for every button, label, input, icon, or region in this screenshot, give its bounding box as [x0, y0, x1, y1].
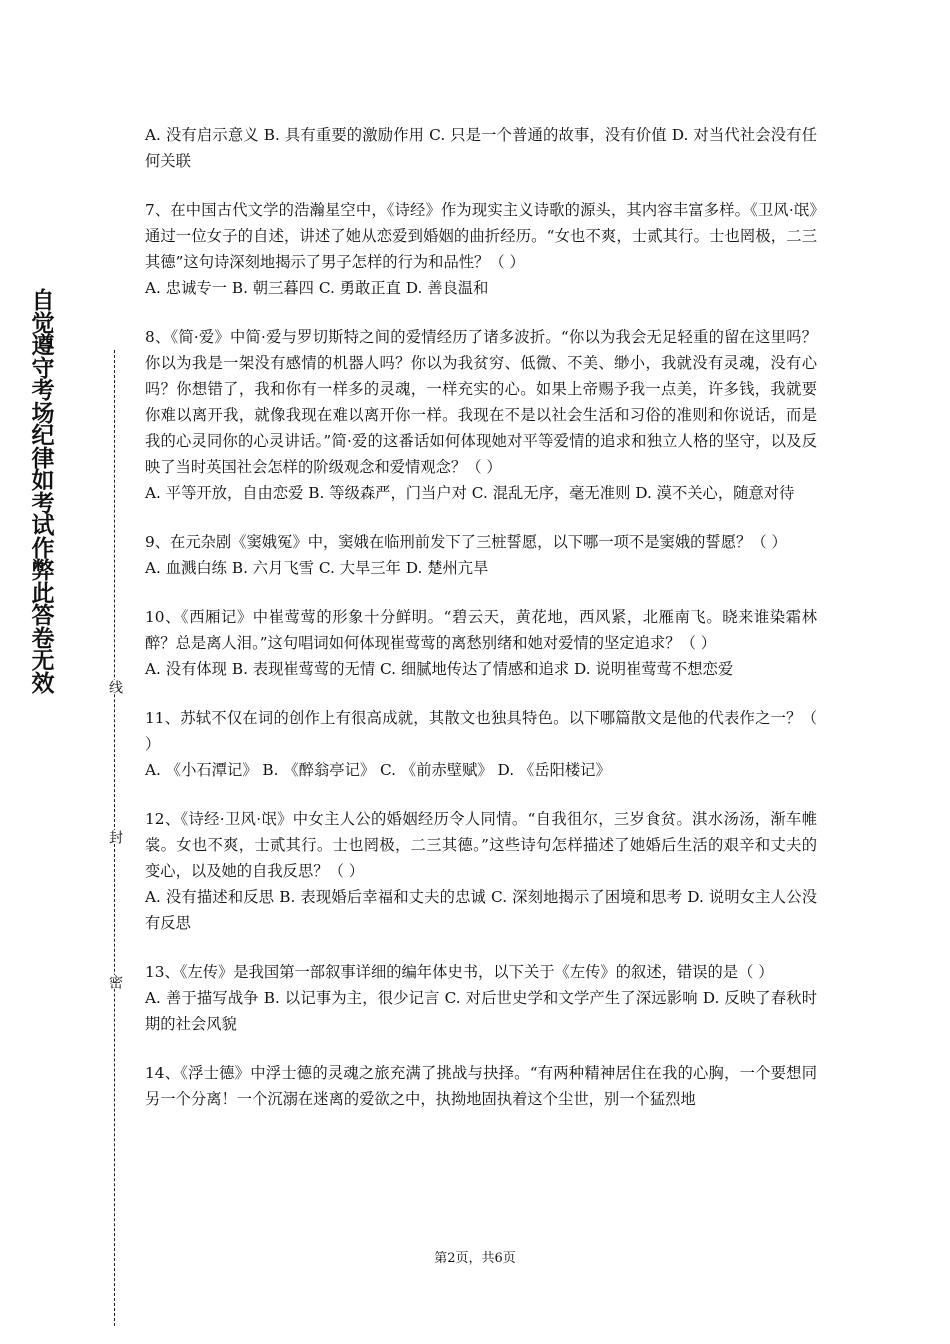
question-12: [145, 806, 817, 936]
question-stem: 12、《诗经·卫风·氓》中女主人公的婚姻经历令人同情。“自我徂尔，三岁食贫。淇水汤汤，渐车帷裳。女也不爽，士贰其行。士也罔极，二三其德。”这些诗句怎样描述了她婚后生活的艰辛和丈夫的变心，以及她的自我反思？（ ）: [145, 810, 817, 880]
exam-discipline-notice: 自觉遵守考场纪律如考试作弊此答卷无效: [31, 288, 55, 697]
question-stem: 13、《左传》是我国第一部叙事详细的编年体史书，以下关于《左传》的叙述，错误的是（ ）: [145, 963, 774, 981]
question-options: A. 没有描述和反思 B. 表现婚后幸福和丈夫的忠诚 C. 深刻地揭示了困境和思考 D. 说明女主人公没有反思: [145, 888, 817, 932]
question-options: A. 血溅白练 B. 六月飞雪 C. 大旱三年 D. 楚州亢旱: [145, 559, 489, 577]
question-9: [145, 529, 817, 581]
seal-mark-mi: 密: [107, 975, 123, 989]
question-stem: 7、在中国古代文学的浩瀚星空中，《诗经》作为现实主义诗歌的源头，其内容丰富多样。《卫风·氓》通过一位女子的自述，讲述了她从恋爱到婚姻的曲折经历。“女也不爽，士贰其行。士也罔极，二三其德”这句诗深刻地揭示了男子怎样的行为和品性？（ ）: [145, 201, 817, 271]
question-options: A. 没有启示意义 B. 具有重要的激励作用 C. 只是一个普通的故事，没有价值 D. 对当代社会没有任何关联: [145, 126, 817, 170]
question-options: A. 《小石潭记》 B. 《醉翁亭记》 C. 《前赤壁赋》 D. 《岳阳楼记》: [145, 761, 611, 779]
question-options: A. 善于描写战争 B. 以记事为主，很少记言 C. 对后世史学和文学产生了深远影响 D. 反映了春秋时期的社会风貌: [145, 989, 817, 1033]
question-10: [145, 604, 817, 682]
question-13: [145, 959, 817, 1037]
question-stem: 8、《简·爱》中简·爱与罗切斯特之间的爱情经历了诸多波折。“你以为我会无足轻重的留在这里吗？你以为我是一架没有感情的机器人吗？你以为我贫穷、低微、不美、缈小，我就没有灵魂，没有心吗？你想错了，我和你有一样多的灵魂，一样充实的心。如果上帝赐予我一点美，许多钱，我就要你难以离开我，就像我现在难以离开你一样。我现在不是以社会生活和习俗的准则和你说话，而是我的心灵同你的心灵讲话。”简·爱的这番话如何体现她对平等爱情的追求和独立人格的坚守，以及反映了当时英国社会怎样的阶级观念和爱情观念？（ ）: [145, 328, 817, 476]
seal-mark-xian: 线: [107, 680, 123, 694]
question-7: [145, 197, 817, 301]
question-11: [145, 705, 817, 783]
seal-mark-feng: 封: [107, 830, 123, 844]
question-stem: 9、在元杂剧《窦娥冤》中，窦娥在临刑前发下了三桩誓愿，以下哪一项不是窦娥的誓愿？（ ）: [145, 533, 787, 551]
question-stem: 11、苏轼不仅在词的创作上有很高成就，其散文也独具特色。以下哪篇散文是他的代表作之一？（ ）: [145, 709, 817, 753]
page-number-footer: 第2页，共6页: [434, 1251, 516, 1266]
question-stem: 10、《西厢记》中崔莺莺的形象十分鲜明。“碧云天，黄花地，西风紧，北雁南飞。晓来谁染霜林醉？总是离人泪。”这句唱词如何体现崔莺莺的离愁别绪和她对爱情的坚定追求？（ ）: [145, 608, 817, 652]
question-14: [145, 1060, 817, 1112]
question-8: [145, 324, 817, 506]
question-6: [145, 122, 817, 174]
question-options: A. 没有体现 B. 表现崔莺莺的无情 C. 细腻地传达了情感和追求 D. 说明崔莺莺不想恋爱: [145, 660, 734, 678]
question-options: A. 平等开放，自由恋爱 B. 等级森严，门当户对 C. 混乱无序，毫无准则 D. 漠不关心，随意对待: [145, 484, 795, 502]
question-stem: 14、《浮士德》中浮士德的灵魂之旅充满了挑战与抉择。“有两种精神居住在我的心胸，一个要想同另一个分离！一个沉溺在迷离的爱欲之中，执拗地固执着这个尘世，别一个猛烈地: [145, 1064, 817, 1108]
question-list: [145, 122, 817, 1135]
question-options: A. 忠诚专一 B. 朝三暮四 C. 勇敢正直 D. 善良温和: [145, 279, 489, 297]
